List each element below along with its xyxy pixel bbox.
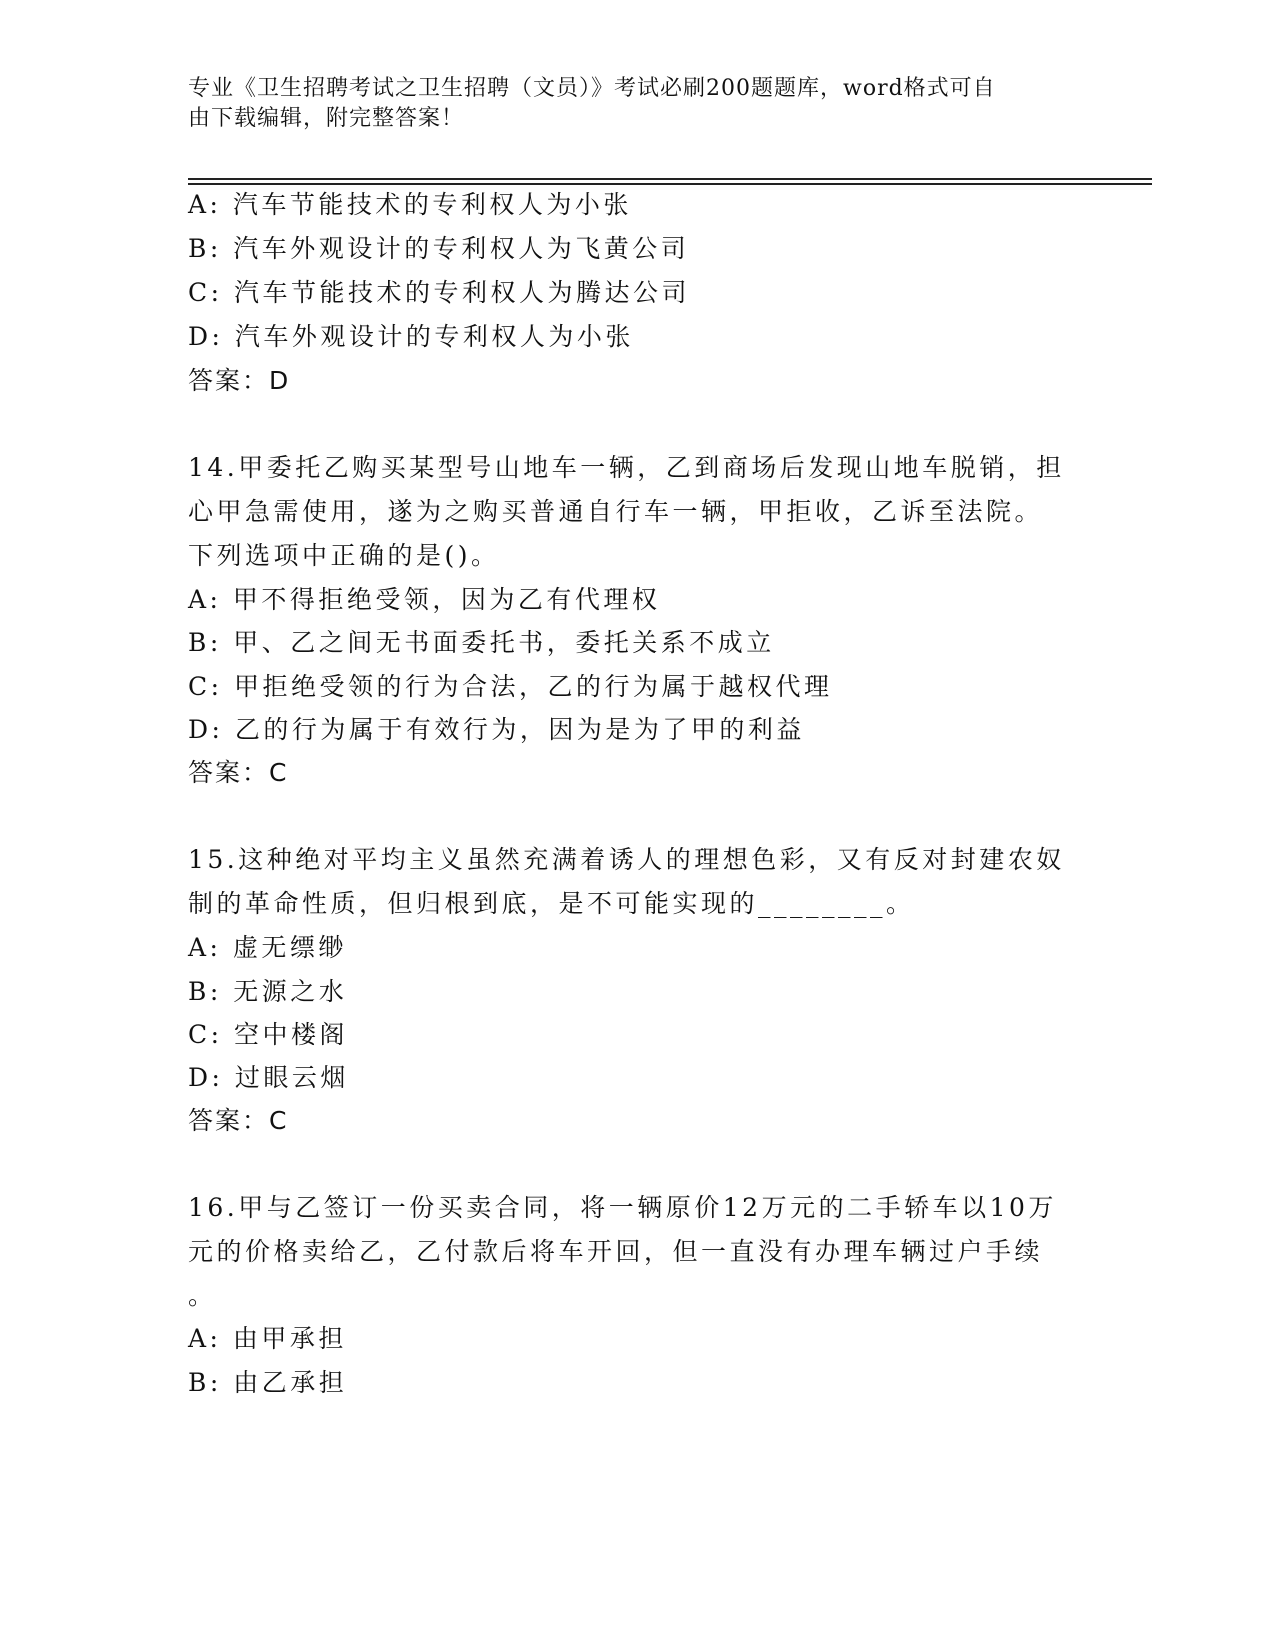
q15-option-c: C: 空中楼阁 <box>188 1020 348 1049</box>
q15-option-a: A: 虚无缥缈 <box>188 933 347 962</box>
document-header <box>188 74 1068 134</box>
q16-stem-line-1: 16.甲与乙签订一份买卖合同，将一辆原价12万元的二手轿车以10万 <box>188 1193 1057 1222</box>
q13-option-c: C: 汽车节能技术的专利权人为腾达公司 <box>188 278 690 307</box>
q15-stem-line-2: 制的革命性质，但归根到底，是不可能实现的________。 <box>188 889 915 918</box>
q14-answer: 答案：C <box>188 758 289 787</box>
q13-answer: 答案：D <box>188 366 291 395</box>
q14-option-c: C: 甲拒绝受领的行为合法，乙的行为属于越权代理 <box>188 672 833 701</box>
q16-stem-line-3: 。 <box>188 1281 217 1310</box>
q13-option-a: A: 汽车节能技术的专利权人为小张 <box>188 190 632 219</box>
q14-stem-line-1: 14.甲委托乙购买某型号山地车一辆，乙到商场后发现山地车脱销，担 <box>188 453 1065 482</box>
q16-stem-line-2: 元的价格卖给乙，乙付款后将车开回，但一直没有办理车辆过户手续 <box>188 1237 1044 1266</box>
q14-option-a: A: 甲不得拒绝受领，因为乙有代理权 <box>188 585 661 614</box>
q15-option-d: D: 过眼云烟 <box>188 1063 349 1092</box>
header-line-2: 由下载编辑，附完整答案！ <box>188 106 465 131</box>
q13-option-b: B: 汽车外观设计的专利权人为飞黄公司 <box>188 234 690 263</box>
q15-stem-line-1: 15.这种绝对平均主义虽然充满着诱人的理想色彩，又有反对封建农奴 <box>188 845 1065 874</box>
q14-stem-line-2: 心甲急需使用，遂为之购买普通自行车一辆，甲拒收，乙诉至法院。 <box>188 497 1044 526</box>
header-divider-top <box>188 178 1152 180</box>
q15-answer: 答案：C <box>188 1106 289 1135</box>
q14-stem-line-3: 下列选项中正确的是()。 <box>188 541 500 570</box>
q16-option-a: A: 由甲承担 <box>188 1324 347 1353</box>
q14-option-b: B: 甲、乙之间无书面委托书，委托关系不成立 <box>188 628 775 657</box>
q15-option-b: B: 无源之水 <box>188 977 348 1006</box>
q13-option-d: D: 汽车外观设计的专利权人为小张 <box>188 322 634 351</box>
q16-option-b: B: 由乙承担 <box>188 1368 348 1397</box>
header-line-1: 专业《卫生招聘考试之卫生招聘（文员）》考试必刷200题题库，word格式可自 <box>188 76 996 101</box>
q14-option-d: D: 乙的行为属于有效行为，因为是为了甲的利益 <box>188 715 805 744</box>
